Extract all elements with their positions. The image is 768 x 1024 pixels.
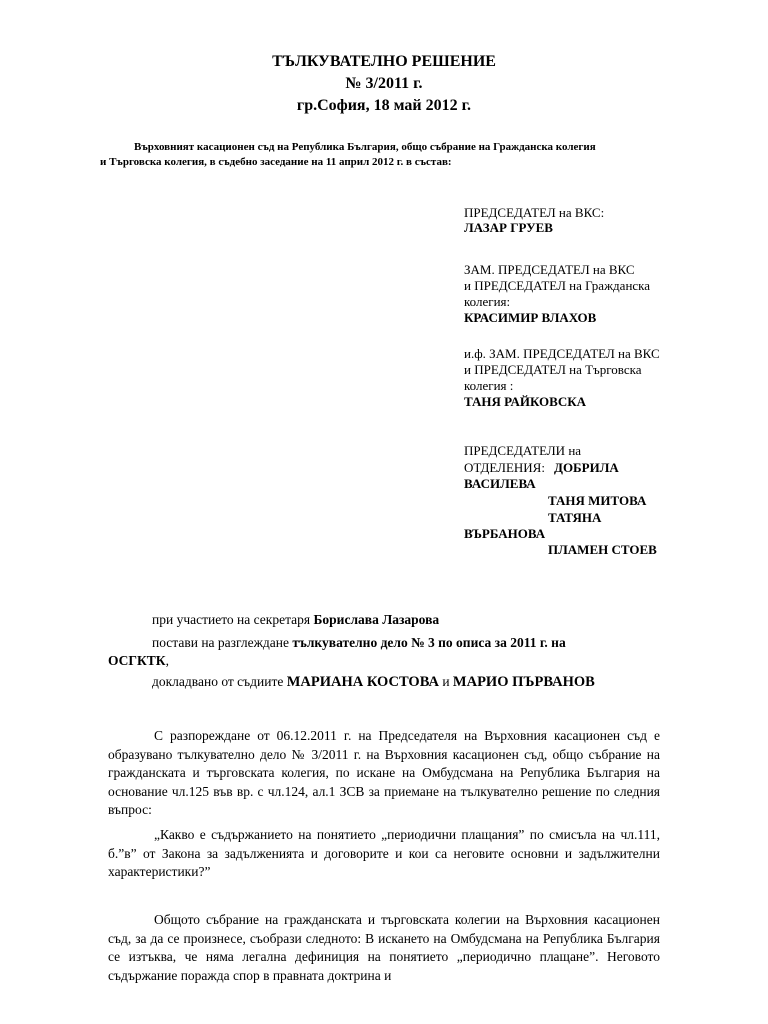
intro-line-1: Върховният касационен съд на Република България, общо събрание на Гражданска колегия [134,141,596,153]
decision-number: № 3/2011 г. [345,75,423,92]
dept-name-4: ПЛАМЕН СТОЕВ [548,542,657,557]
secretary-name: Борислава Лазарова [313,612,440,627]
paragraph-1: С разпореждане от 06.12.2011 г. на Председателя на Върховния касационен съд е образувано тълкувателно дело № 3/2011 г. на Върховния касационен съд, общо събрание на гражданската и търговската колегия, по искане на Омбудсмана на Република България на основание чл.125 във вр. с чл.124, ал.1 ЗСВ за приемане на тълкувателно решение по следния въпрос: [108,728,660,817]
chair-label: ПРЕДСЕДАТЕЛ на ВКС: [464,205,605,220]
case-title-2: ОСГКТК [108,653,166,668]
reporter-prefix: докладвано от съдиите [152,674,287,689]
acting-label-1: и.ф. ЗАМ. ПРЕДСЕДАТЕЛ на ВКС [464,346,660,361]
case-title-1: тълкувателно дело № 3 по описа за 2011 г. на [292,635,566,650]
reporter-name-2: МАРИО ПЪРВАНОВ [452,674,595,690]
deputy-label-2: и ПРЕДСЕДАТЕЛ на Гражданска [464,278,651,293]
reporter-and: и [438,674,453,689]
acting-label-2: и ПРЕДСЕДАТЕЛ на Търговска [464,362,642,377]
acting-label-3: колегия : [464,378,514,393]
chair-name: ЛАЗАР ГРУЕВ [464,220,553,235]
deputy-label-1: ЗАМ. ПРЕДСЕДАТЕЛ на ВКС [464,262,635,277]
dept-name-1a: ДОБРИЛА [554,460,619,475]
question-paragraph: „Какво е съдържанието на понятието „периодични плащания” по смисъла на чл.111, б.”в” от Закона за задълженията и договорите и кои са неговите основни и задължителни характеристики?” [108,827,660,879]
deputy-label-3: колегия: [464,294,511,309]
case-line [152,634,566,652]
case-prefix: постави на разглеждане [152,635,293,650]
place-date: гр.София, 18 май 2012 г. [296,97,472,114]
reporter-name-1: МАРИАНА КОСТОВА [286,674,439,690]
dept-name-3b: ВЪРБАНОВА [464,526,546,541]
acting-name: ТАНЯ РАЙКОВСКА [464,394,587,409]
dept-name-3a: ТАТЯНА [548,510,602,525]
deputy-name: КРАСИМИР ВЛАХОВ [464,310,597,325]
intro-line-2: и Търговска колегия, в съдебно заседание на 11 април 2012 г. в състав: [100,156,452,168]
paragraph-2: Общото събрание на гражданската и търговската колегии на Върховния касационен съд, за да се произнесе, съобрази следното: В искането на Омбудсмана на Република България се изтъква, че няма легална дефиниция на понятието „периодично плащане”. Неговото съдържание поражда спор в правната доктрина и [108,912,660,983]
secretary-line [152,611,439,629]
dept-name-2: ТАНЯ МИТОВА [548,493,647,508]
reporter-line [152,673,595,691]
document-title: ТЪЛКУВАТЕЛНО РЕШЕНИЕ [272,53,496,70]
case-suffix: , [165,653,169,668]
dept-name-1b: ВАСИЛЕВА [464,476,536,491]
dept-label-2: ОТДЕЛЕНИЯ: [464,460,545,475]
secretary-prefix: при участието на секретаря [152,612,314,627]
case-line-2 [108,652,169,670]
dept-label-1: ПРЕДСЕДАТЕЛИ на [464,443,582,458]
